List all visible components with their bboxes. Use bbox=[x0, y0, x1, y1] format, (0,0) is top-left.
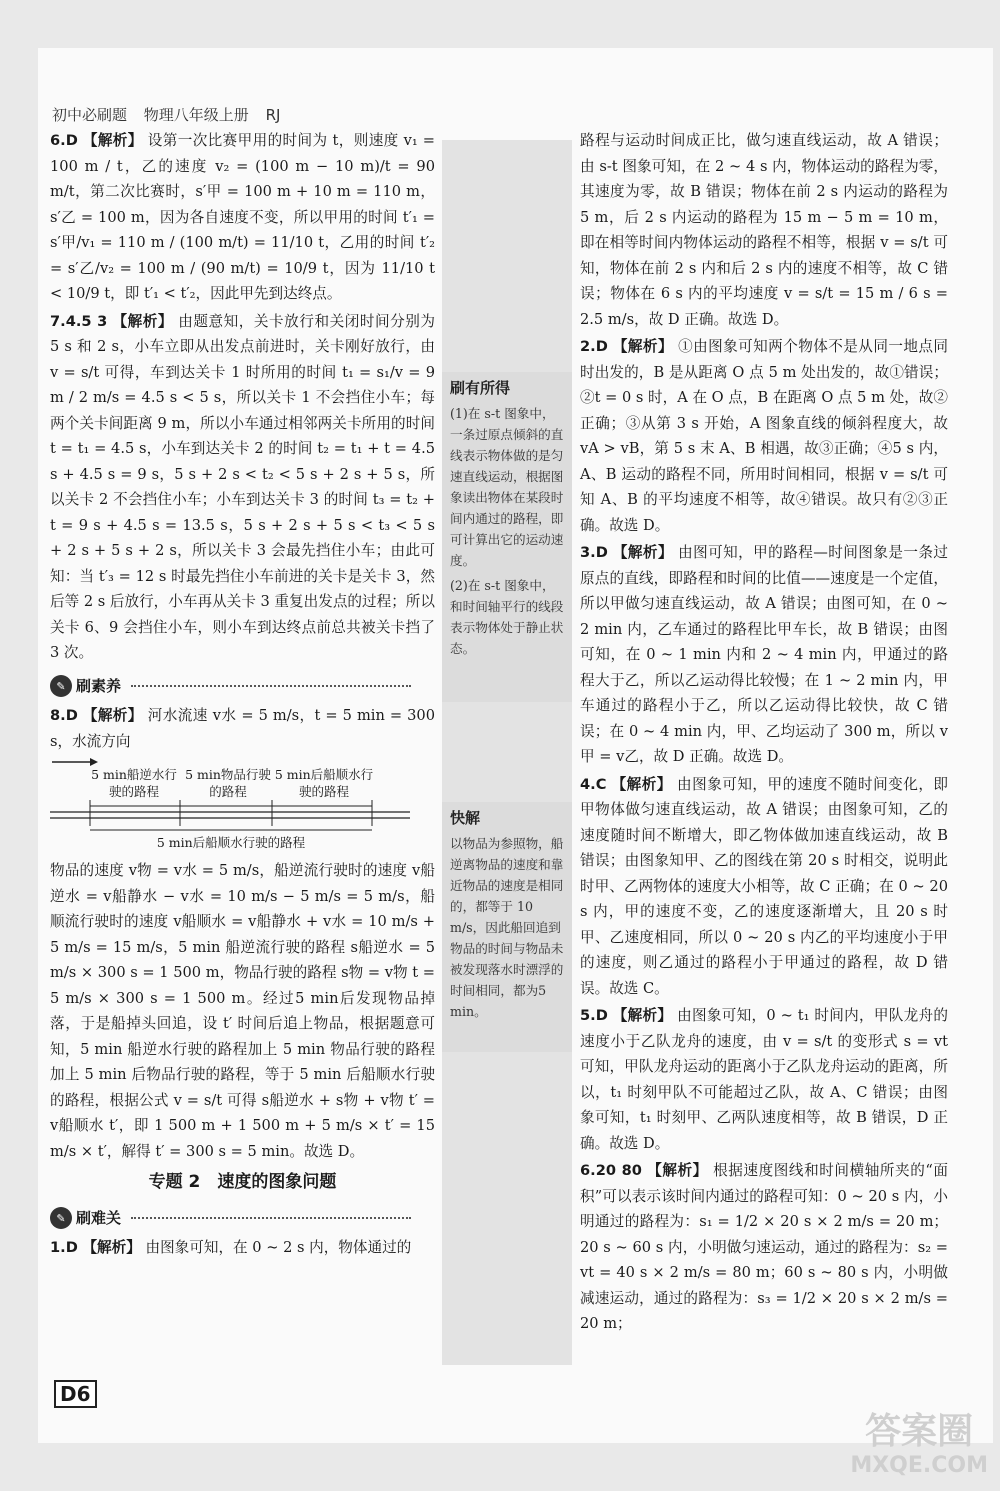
question-number: 6.20 80 bbox=[580, 1162, 642, 1179]
q8-text-2: 物品的速度 v物 = v水 = 5 m/s，船逆流行驶时的速度 v船逆水 = v船静水 − v水 = 10 m/s − 5 m/s = 5 m/s，船顺流行驶时的速度 v船顺水 = v船静水 + v水 = 10 m/s + 5 m/s = 15 m/s，5 min 船逆流行驶的路程 s船逆水 = 5 m/s × 300 s = 1 500 m，物品行驶的路程 s物 = v物 t = 5 m/s × 300 s = 1 500 m。经过5 min后发现物品掉落，于是船掉头回追，设 t′ 时间后追上物品，根据题意可知，5 min 船逆水行驶的路程加上 5 min 物品行驶的路程加上 5 min 后物品行驶的路程，等于 5 min 后船顺水行驶的路程，根据公式 v = s/t 可得 s船逆水 + s物 + v物 t′ = v船顺水 t′，即 1 500 m + 1 500 m + 5 m/s × t′ = 15 m/s × t′，解得 t′ = 300 s = 5 min。故选 D。 bbox=[50, 862, 435, 1160]
q3-text: 由图可知，甲的路程—时间图象是一条过原点的直线，即路程和时间的比值——速度是一个定值，所以甲做匀速直线运动，故 A 错误；由图可知，在 0 ~ 2 min 内，乙车通过的路程比甲车长，故 B 错误；由图可知，在 0 ~ 1 min 内和 2 ~ 4 min 内，甲通过的路程大于乙，所以乙运动得比较慢；在 1 ~ 2 min 内，甲车通过的路程小于乙，所以乙运动得比较快，故 C 错误；在 0 ~ 4 min 内，甲、乙均运动了 300 m，所以 v甲 = v乙，故 D 正确。故选 D。 bbox=[580, 544, 949, 765]
right-column bbox=[580, 128, 948, 1339]
section-tag-label: 刷难关 bbox=[76, 1208, 122, 1227]
watermark-top: 答案圈 bbox=[865, 1411, 974, 1452]
sidebar-note-text: (2)在 s-t 图象中，和时间轴平行的线段表示物体处于静止状态。 bbox=[450, 578, 564, 656]
question-number: 3.D bbox=[580, 544, 608, 561]
analysis-label: 【解析】 bbox=[82, 132, 143, 149]
q5-block bbox=[580, 1003, 948, 1156]
brush-icon: ✎ bbox=[50, 1207, 72, 1229]
dotted-divider bbox=[131, 1217, 411, 1219]
watermark-bottom: MXQE.COM bbox=[850, 1453, 988, 1478]
sidebar-note-title: 快解 bbox=[450, 809, 481, 827]
q2-text: ①由图象可知两个物体不是从同一地点同时出发的，B 是从距离 O 点 5 m 处出发的，故①错误；②t = 0 s 时，A 在 O 点，B 在距离 O 点 5 m 处，故②正确；③从第 3 s 开始，A 图象直线的倾斜程度大，故 vA > vB，第 5 s 末 A、B 相遇，故③正确；④5 s 内，A、B 运动的路程不同，所用时间相同，根据 v = s/t 可知 A、B 的平均速度不相等，故④错误。故只有②③正确。故选 D。 bbox=[580, 338, 949, 534]
diagram-label-downstream: 5 min后船顺水行驶的路程 bbox=[274, 767, 374, 799]
diagram-label-upstream: 5 min船逆水行驶的路程 bbox=[91, 767, 177, 799]
brush-icon: ✎ bbox=[50, 675, 72, 697]
q1-block bbox=[50, 1235, 435, 1261]
q4-block bbox=[580, 772, 948, 1002]
q4-text: 由图象可知，甲的速度不随时间变化，即甲物体做匀速直线运动，故 A 错误；由图象可知，乙的速度随时间不断增大，即乙物体做加速直线运动，故 B 错误；由图象知甲、乙的图线在第 20 s 时相交，说明此时甲、乙两物体的速度大小相等，故 C 正确；在 0 ~ 20 s 内，甲的速度不变，乙的速度逐渐增大，且 20 s 时甲、乙速度相同，所以 0 ~ 20 s 内乙的平均速度小于甲的速度，则乙通过的路程小于甲通过的路程，故 D 错误。故选 C。 bbox=[580, 775, 949, 997]
analysis-label: 【解析】 bbox=[612, 1007, 673, 1024]
river-diagram bbox=[50, 756, 410, 852]
q6-text: 设第一次比赛甲用的时间为 t，则速度 v₁ = 100 m / t，乙的速度 v₂ = (100 m − 10 m)/t = 90 m/t，第二次比赛时，s′甲 = 100 m + 10 m = 110 m，s′乙 = 100 m，因为各自速度不变，所以甲用的时间 t′₁ = s′甲/v₁ = 110 m / (100 m/t) = 11/10 t，乙用的时间 t′₂ = s′乙/v₂ = 100 m / (90 m/t) = 10/9 t，因为 11/10 t < 10/9 t，即 t′₁ < t′₂，因此甲先到达终点。 bbox=[50, 132, 436, 302]
question-number: 7.4.5 3 bbox=[50, 312, 108, 330]
section-tag bbox=[50, 674, 411, 700]
q1-text: 由图象可知，在 0 ~ 2 s 内，物体通过的 bbox=[145, 1239, 412, 1256]
q7-text: 由题意知，关卡放行和关闭时间分别为 5 s 和 2 s，小车立即从出发点前进时，关卡刚好放行，由 v = s/t 可得，车到达关卡 1 时所用的时间 t₁ = s₁/v = 9 m / 2 m/s = 4.5 s < 5 s，所以关卡 1 不会挡住小车；每两个关卡间距离 9 m，所以小车通过相邻两关卡所用的时间 t = t₁ = 4.5 s，小车到达关卡 2 的时间 t₂ = t₁ + t = 4.5 s + 4.5 s = 9 s，5 s + 2 s < t₂ < 5 s + 2 s + 5 s，所以关卡 2 不会挡住小车；小车到达关卡 3 的时间 t₃ = t₂ + t = 9 s + 4.5 s = 13.5 s，5 s + 2 s + 5 s < t₃ < 5 s + 2 s + 5 s + 2 s，所以关卡 3 会最先挡住小车；由此可知：当 t′₃ = 12 s 时最先挡住小车前进的关卡是关卡 3，然后等 2 s 后放行，小车再从关卡 3 重复出发点的过程；所以关卡 6、9 会挡住小车，则小车到达终点前总共被关卡挡了 3 次。 bbox=[50, 312, 435, 661]
analysis-label: 【解析】 bbox=[82, 707, 143, 724]
watermark bbox=[850, 1411, 988, 1483]
header-subject: 物理八年级上册 bbox=[143, 106, 249, 124]
header-edition: RJ bbox=[265, 106, 281, 124]
diagram-label-item: 5 min物品行驶的路程 bbox=[185, 767, 271, 799]
q3-block bbox=[580, 540, 948, 770]
analysis-label: 【解析】 bbox=[112, 312, 174, 330]
question-number: 1.D bbox=[50, 1239, 78, 1256]
sidebar-note-quick bbox=[442, 802, 572, 1052]
q6-block bbox=[50, 128, 435, 307]
section-tag bbox=[50, 1206, 411, 1232]
analysis-label: 【解析】 bbox=[82, 1239, 141, 1256]
left-column bbox=[50, 128, 435, 1263]
question-number: 5.D bbox=[580, 1007, 608, 1024]
q8-block bbox=[50, 703, 435, 754]
q6r-block bbox=[580, 1158, 948, 1337]
q8-text-1: 河水流速 v水 = 5 m/s，t = 5 min = 300 s，水流方向 bbox=[50, 707, 436, 750]
analysis-label: 【解析】 bbox=[611, 775, 672, 793]
topic-heading: 专题 2 速度的图象问题 bbox=[148, 1172, 337, 1192]
section-tag-label: 刷素养 bbox=[76, 676, 122, 695]
sidebar-note-title: 刷有所得 bbox=[450, 379, 511, 397]
q1-cont-text: 路程与运动时间成正比，做匀速直线运动，故 A 错误；由 s-t 图象可知，在 2 ~ 4 s 内，物体运动的路程为零，其速度为零，故 B 错误；物体在前 2 s 内运动的路程为 5 m，后 2 s 内运动的路程为 15 m − 5 m = 10 m，即在相等时间内物体运动的路程不相等，根据 v = s/t 可知，物体在前 2 s 内和后 2 s 内的速度不相等，故 C 错误；物体在 6 s 内的平均速度 v = s/t = 15 m / 6 s = 2.5 m/s，故 D 正确。故选 D。 bbox=[580, 132, 948, 328]
analysis-label: 【解析】 bbox=[612, 544, 673, 561]
question-number: 8.D bbox=[50, 707, 78, 724]
q7-block bbox=[50, 309, 435, 666]
q2-block bbox=[580, 334, 948, 538]
q6r-text: 根据速度图线和时间横轴所夹的“面积”可以表示该时间内通过的路程可知：0 ~ 20 s 内，小明通过的路程为：s₁ = 1/2 × 20 s × 2 m/s = 20 m；20 s ~ 60 s 内，小明做匀速运动，通过的路程为：s₂ = vt = 40 s × 2 m/s = 80 m；60 s ~ 80 s 内，小明做减速运动，通过的路程为：s₃ = 1/2 × 20 s × 2 m/s = 20 m； bbox=[580, 1162, 949, 1332]
question-number: 2.D bbox=[580, 338, 608, 355]
q5-text: 由图象可知，0 ~ t₁ 时间内，甲队龙舟的速度小于乙队龙舟的速度，由 v = s/t 的变形式 s = vt 可知，甲队龙舟运动的距离小于乙队龙舟运动的距离，所以，t₁ 时刻甲队不可能超过乙队，故 A、C 错误；由图象可知，t₁ 时刻甲、乙两队速度相等，故 B 错误，D 正确。故选 D。 bbox=[580, 1007, 948, 1152]
analysis-label: 【解析】 bbox=[647, 1162, 708, 1179]
header-series: 初中必刷题 bbox=[52, 106, 128, 124]
dotted-divider bbox=[131, 685, 411, 687]
q1-continued bbox=[580, 128, 948, 332]
page-number: D6 bbox=[54, 1380, 97, 1408]
sidebar-strip bbox=[442, 140, 572, 1365]
q8-block-cont bbox=[50, 858, 435, 1164]
question-number: 4.C bbox=[580, 775, 607, 793]
sidebar-note-text: (1)在 s-t 图象中，一条过原点倾斜的直线表示物体做的是匀速直线运动，根据图象读出物体在某段时间内通过的路程，即可计算出它的运动速度。 bbox=[450, 406, 564, 568]
page-header bbox=[52, 104, 292, 125]
sidebar-note-gains bbox=[442, 372, 572, 702]
analysis-label: 【解析】 bbox=[612, 338, 673, 355]
question-number: 6.D bbox=[50, 132, 78, 149]
diagram-label-bottom: 5 min后船顺水行驶的路程 bbox=[156, 835, 306, 850]
sidebar-note-text: 以物品为参照物，船逆离物品的速度和靠近物品的速度是相同的，都等于 10 m/s，因此船回追到物品的时间与物品未被发现落水时漂浮的时间相同，都为5 min。 bbox=[450, 836, 564, 1019]
